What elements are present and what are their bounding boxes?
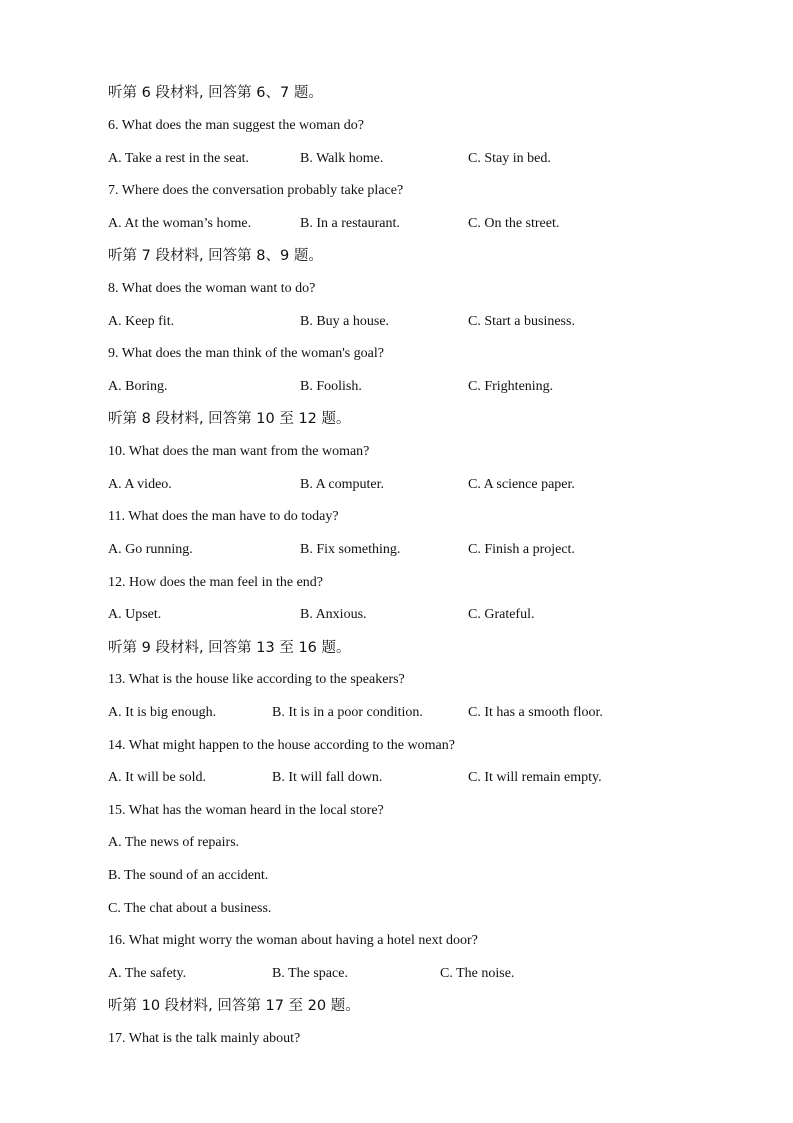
option-8c: C. Start a business.	[468, 314, 575, 329]
section-header-8: 听第 8 段材料, 回答第 10 至 12 题。	[108, 411, 351, 427]
option-6a: A. Take a rest in the seat.	[108, 151, 250, 166]
question-8: 8. What does the woman want to do?	[108, 281, 316, 296]
question-12: 12. How does the man feel in the end?	[108, 575, 323, 590]
option-16a: A. The safety.	[108, 966, 187, 981]
option-7c: C. On the street.	[468, 216, 560, 231]
option-15b: B. The sound of an accident.	[108, 868, 269, 883]
option-9b: B. Foolish.	[300, 379, 362, 394]
section-header-9: 听第 9 段材料, 回答第 13 至 16 题。	[108, 640, 351, 656]
section-header-10: 听第 10 段材料, 回答第 17 至 20 题。	[108, 998, 360, 1014]
question-17: 17. What is the talk mainly about?	[108, 1031, 301, 1046]
option-11b: B. Fix something.	[300, 542, 401, 557]
question-16: 16. What might worry the woman about having a hotel next door?	[108, 933, 478, 948]
option-15c: C. The chat about a business.	[108, 901, 272, 916]
option-11c: C. Finish a project.	[468, 542, 575, 557]
question-14: 14. What might happen to the house according to the woman?	[108, 738, 455, 753]
option-10c: C. A science paper.	[468, 477, 575, 492]
option-6c: C. Stay in bed.	[468, 151, 551, 166]
option-9c: C. Frightening.	[468, 379, 554, 394]
option-12a: A. Upset.	[108, 607, 162, 622]
option-8b: B. Buy a house.	[300, 314, 390, 329]
section-header-7: 听第 7 段材料, 回答第 8、9 题。	[108, 248, 323, 264]
question-7: 7. Where does the conversation probably take place?	[108, 183, 404, 198]
question-6: 6. What does the man suggest the woman do?	[108, 118, 364, 133]
option-6b: B. Walk home.	[300, 151, 384, 166]
option-15a: A. The news of repairs.	[108, 835, 240, 850]
option-13c: C. It has a smooth floor.	[468, 705, 603, 720]
question-9: 9. What does the man think of the woman's goal?	[108, 346, 384, 361]
option-9a: A. Boring.	[108, 379, 168, 394]
option-10a: A. A video.	[108, 477, 172, 492]
question-10: 10. What does the man want from the woman?	[108, 444, 370, 459]
option-13a: A. It is big enough.	[108, 705, 217, 720]
question-15: 15. What has the woman heard in the local store?	[108, 803, 384, 818]
option-16b: B. The space.	[272, 966, 348, 981]
option-10b: B. A computer.	[300, 477, 384, 492]
option-14a: A. It will be sold.	[108, 770, 206, 785]
option-14c: C. It will remain empty.	[468, 770, 602, 785]
option-11a: A. Go running.	[108, 542, 193, 557]
option-12b: B. Anxious.	[300, 607, 367, 622]
option-7b: B. In a restaurant.	[300, 216, 400, 231]
section-header-6: 听第 6 段材料, 回答第 6、7 题。	[108, 85, 323, 101]
question-11: 11. What does the man have to do today?	[108, 509, 339, 524]
option-14b: B. It will fall down.	[272, 770, 383, 785]
question-13: 13. What is the house like according to the speakers?	[108, 672, 405, 687]
option-12c: C. Grateful.	[468, 607, 535, 622]
option-7a: A. At the woman’s home.	[108, 216, 252, 231]
option-8a: A. Keep fit.	[108, 314, 175, 329]
option-13b: B. It is in a poor condition.	[272, 705, 423, 720]
option-16c: C. The noise.	[440, 966, 515, 981]
